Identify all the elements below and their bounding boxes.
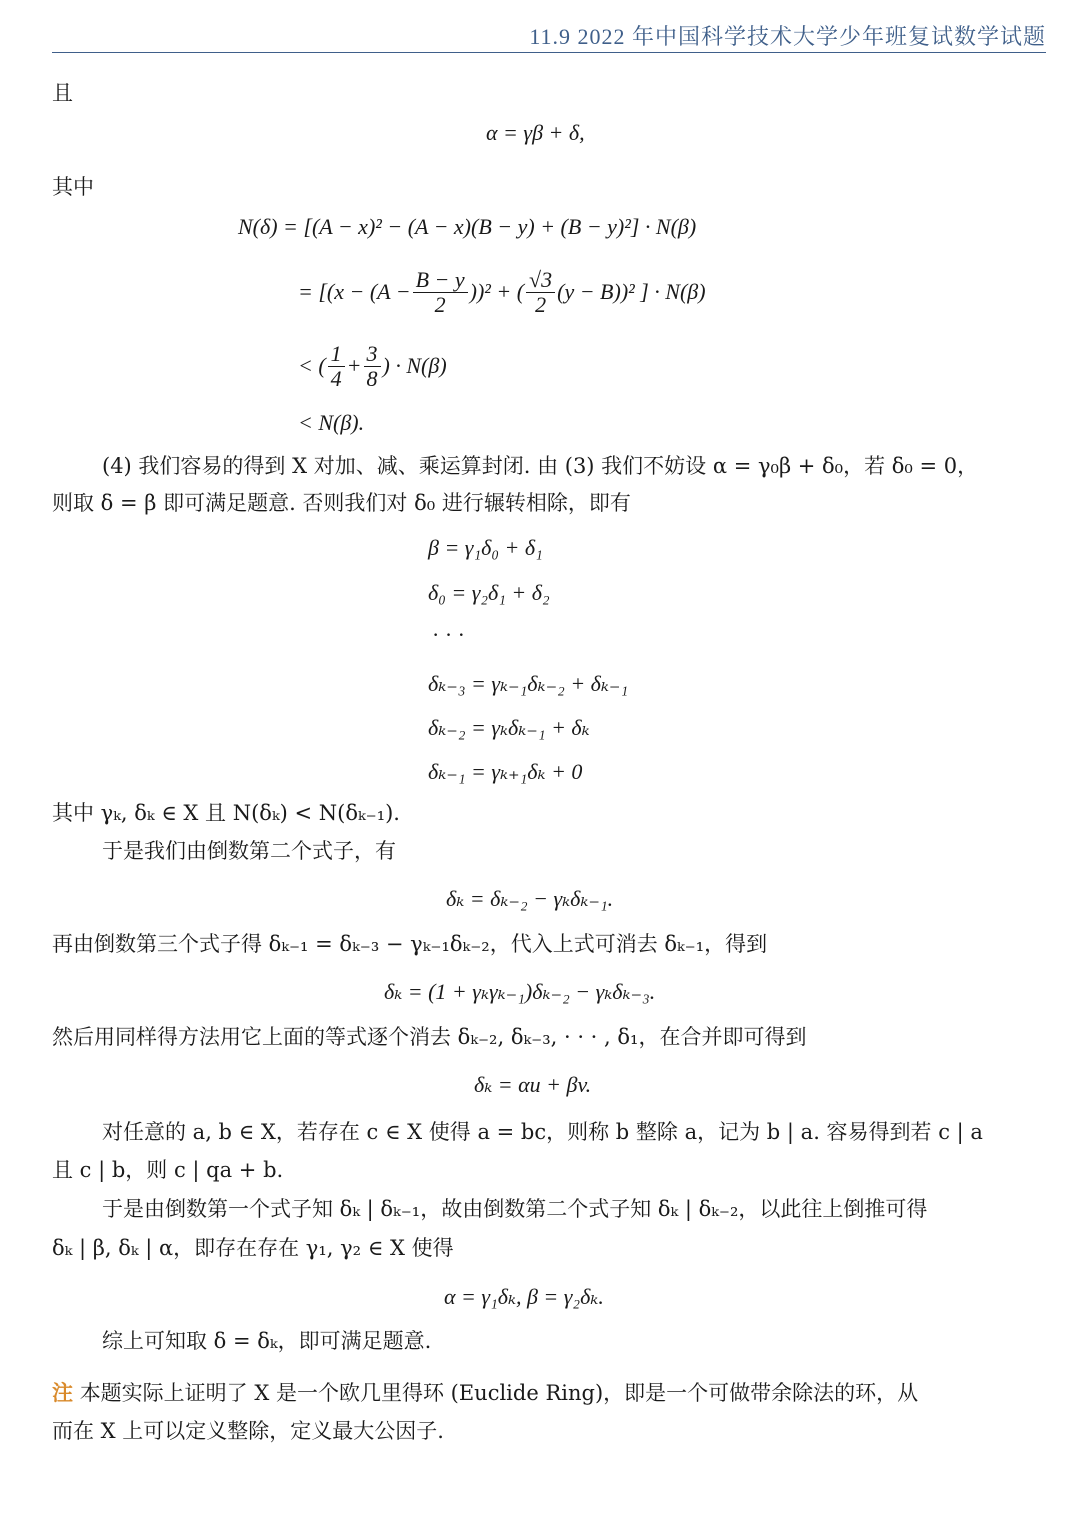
note-line-2: 而在 X 上可以定义整除，定义最大公因子.: [52, 1419, 444, 1443]
euclid-eq-4: δₖ₋₃ = γₖ₋₁δₖ₋₂ + δₖ₋₁: [428, 671, 629, 696]
norm-line-1: N(δ) = [(A − x)² − (A − x)(B − y) + (B − y)²] · N(β): [238, 214, 697, 239]
paragraph-4-line-2: 则取 δ = β 即可满足题意. 否则我们对 δ₀ 进行辗转相除，即有: [52, 491, 631, 515]
fraction-numerator: 1: [328, 342, 345, 367]
equation-q12: α = γ₁δₖ, β = γ₂δₖ.: [444, 1284, 604, 1309]
paragraph-4-line-1: (4) 我们容易的得到 X 对加、减、乘运算封闭. 由 (3) 我们不妨设 α = γ₀β + δ₀，若 δ₀ = 0，: [102, 454, 979, 478]
text-line-q11: δₖ | β, δₖ | α，即存在存在 γ₁, γ₂ ∈ X 使得: [52, 1236, 454, 1260]
running-header: 11.9 2022 年中国科学技术大学少年班复试数学试题: [529, 24, 1046, 49]
fraction-numerator: √3: [526, 268, 555, 293]
text-qizhong: 其中: [52, 175, 94, 199]
text-line-q13: 综上可知取 δ = δₖ，即可满足题意.: [102, 1329, 432, 1353]
equation-q3: δₖ = δₖ₋₂ − γₖδₖ₋₁.: [446, 886, 614, 911]
fraction-numerator: 3: [364, 342, 381, 367]
norm-line-3-b: ) · N(β): [382, 353, 447, 378]
norm-line-2-a: = [(x − (A −: [298, 279, 411, 304]
euclid-eq-6: δₖ₋₁ = γₖ₊₁δₖ + 0: [428, 759, 583, 784]
euclid-eq-1: β = γ₁δ₀ + δ₁: [428, 535, 543, 560]
equation-alpha: α = γβ + δ,: [486, 120, 585, 145]
text-line-q6: 然后用同样得方法用它上面的等式逐个消去 δₖ₋₂, δₖ₋₃, · · · , δ₁，在合并即可得到: [52, 1025, 807, 1049]
plus-sign: +: [346, 353, 362, 378]
equation-q5: δₖ = (1 + γₖγₖ₋₁)δₖ₋₂ − γₖδₖ₋₃.: [384, 979, 656, 1004]
text-qie: 且: [52, 81, 73, 105]
note-label: 注: [52, 1380, 73, 1405]
text-line-q2: 于是我们由倒数第二个式子，有: [102, 839, 396, 863]
fraction-numerator: B − y: [413, 268, 468, 293]
euclid-ellipsis: · · ·: [432, 622, 465, 647]
norm-line-4: < N(β).: [298, 410, 365, 435]
equation-q7: δₖ = αu + βv.: [474, 1072, 592, 1097]
fraction-sqrt3: [526, 268, 555, 317]
text-line-q8: 对任意的 a, b ∈ X，若存在 c ∈ X 使得 a = bc，则称 b 整除 a，记为 b | a. 容易得到若 c | a: [102, 1120, 983, 1144]
text-line-q1: 其中 γₖ, δₖ ∈ X 且 N(δₖ) < N(δₖ₋₁).: [52, 801, 400, 825]
fraction-denominator: 2: [535, 291, 547, 317]
norm-line-3: [298, 336, 447, 396]
fraction-denominator: 8: [366, 365, 378, 391]
euclid-eq-5: δₖ₋₂ = γₖδₖ₋₁ + δₖ: [428, 715, 590, 740]
note-text-1: 本题实际上证明了 X 是一个欧几里得环 (Euclide Ring)，即是一个可做带余除法的环，从: [79, 1381, 919, 1405]
note-line-1: [52, 1378, 918, 1408]
norm-line-3-a: < (: [298, 353, 326, 378]
norm-line-2-b: ))² + (: [469, 279, 525, 304]
text-line-q9: 且 c | b，则 c | qa + b.: [52, 1158, 284, 1182]
header-rule: [52, 52, 1046, 53]
norm-line-2: [298, 256, 706, 328]
norm-line-2-c: (y − B))² ] · N(β): [557, 279, 706, 304]
fraction-denominator: 4: [330, 365, 342, 391]
fraction-denominator: 2: [434, 291, 446, 317]
euclid-eq-2: δ₀ = γ₂δ₁ + δ₂: [428, 580, 550, 605]
text-line-q4: 再由倒数第三个式子得 δₖ₋₁ = δₖ₋₃ − γₖ₋₁δₖ₋₂，代入上式可消去 δₖ₋₁，得到: [52, 932, 768, 956]
fraction-three-eighths: [364, 342, 381, 391]
fraction-one-quarter: [328, 342, 345, 391]
text-line-q10: 于是由倒数第一个式子知 δₖ | δₖ₋₁，故由倒数第二个式子知 δₖ | δₖ₋₂，以此往上倒推可得: [102, 1197, 928, 1221]
fraction-b-y: [413, 268, 468, 317]
